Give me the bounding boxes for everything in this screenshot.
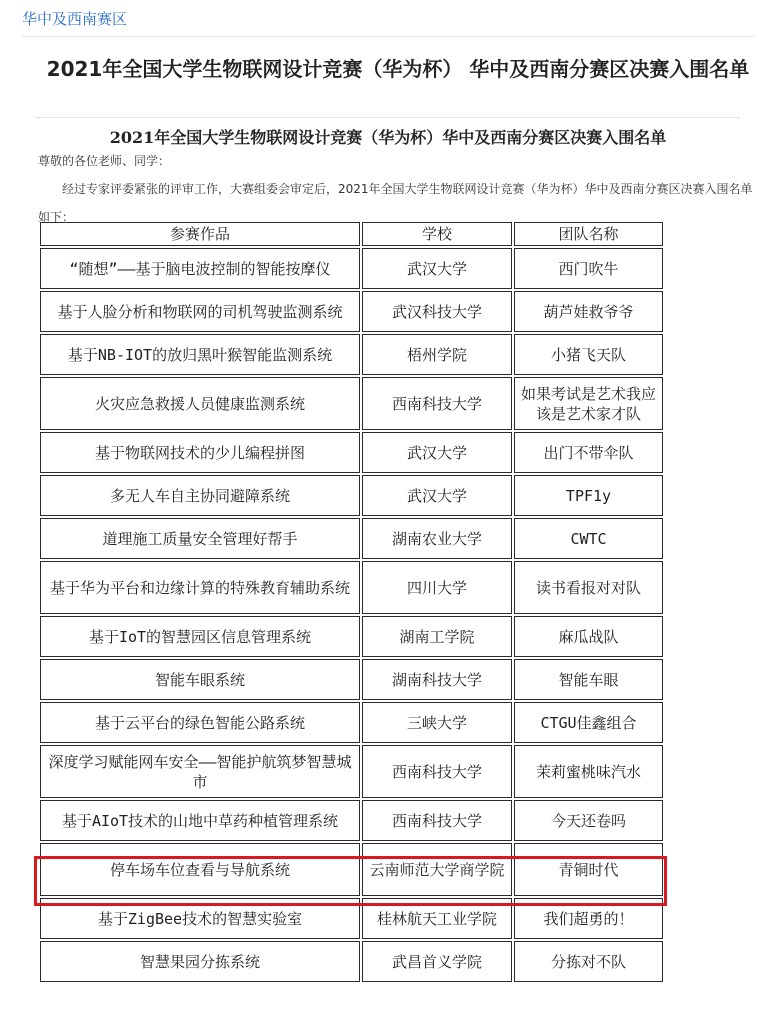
highlight-box [34, 856, 667, 906]
table-row [40, 475, 663, 516]
school-cell: 武汉科技大学 [362, 291, 512, 332]
table-row [40, 334, 663, 375]
school-cell: 四川大学 [362, 561, 512, 614]
table-row [40, 800, 663, 841]
school-cell: 西南科技大学 [362, 800, 512, 841]
document-title: 2021年全国大学生物联网设计竞赛（华为杯）华中及西南分赛区决赛入围名单 [109, 128, 667, 147]
school-cell: 西南科技大学 [362, 745, 512, 798]
team-cell: 麻瓜战队 [514, 616, 663, 657]
school-cell: 湖南工学院 [362, 616, 512, 657]
body-paragraph: 经过专家评委紧张的评审工作，大赛组委会审定后，2021年全国大学生物联网设计竞赛（华为杯）华中及西南分赛区决赛入围名单如下： [38, 182, 753, 224]
table-row [40, 616, 663, 657]
team-cell: 葫芦娃救爷爷 [514, 291, 663, 332]
school-cell: 云南师范大学商学院 [362, 843, 512, 896]
team-cell: 分拣对不队 [514, 941, 663, 982]
team-cell: 小猪飞天队 [514, 334, 663, 375]
school-cell: 湖南农业大学 [362, 518, 512, 559]
school-cell: 西南科技大学 [362, 377, 512, 430]
project-cell: 基于IoT的智慧园区信息管理系统 [40, 616, 360, 657]
table-row [40, 518, 663, 559]
team-cell: 智能车眼 [514, 659, 663, 700]
project-cell: 多无人车自主协同避障系统 [40, 475, 360, 516]
table-row [40, 941, 663, 982]
team-cell: 青铜时代 [514, 843, 663, 896]
project-cell: “随想”——基于脑电波控制的智能按摩仪 [40, 248, 360, 289]
table-row [40, 377, 663, 430]
team-cell: CTGU佳鑫组合 [514, 702, 663, 743]
table-row [40, 745, 663, 798]
project-cell: 道理施工质量安全管理好帮手 [40, 518, 360, 559]
project-cell: 智能车眼系统 [40, 659, 360, 700]
team-cell: 出门不带伞队 [514, 432, 663, 473]
table-row [40, 248, 663, 289]
team-cell: 今天还卷吗 [514, 800, 663, 841]
team-cell: CWTC [514, 518, 663, 559]
table-row [40, 432, 663, 473]
project-cell: 基于ZigBee技术的智慧实验室 [40, 898, 360, 939]
school-cell: 武昌首义学院 [362, 941, 512, 982]
table-header-row [40, 222, 663, 246]
school-cell: 武汉大学 [362, 248, 512, 289]
breadcrumb-divider [22, 36, 754, 37]
project-cell: 基于人脸分析和物联网的司机驾驶监测系统 [40, 291, 360, 332]
breadcrumb[interactable]: 华中及西南赛区 [22, 10, 128, 28]
school-cell: 武汉大学 [362, 475, 512, 516]
page-title: 2021年全国大学生物联网设计竞赛（华为杯） 华中及西南分赛区决赛入围名单 [46, 57, 750, 81]
table-row [40, 291, 663, 332]
project-cell: 智慧果园分拣系统 [40, 941, 360, 982]
table-row [40, 659, 663, 700]
school-cell: 桂林航天工业学院 [362, 898, 512, 939]
school-cell: 武汉大学 [362, 432, 512, 473]
project-cell: 基于NB-IOT的放归黑叶猴智能监测系统 [40, 334, 360, 375]
team-cell: 西门吹牛 [514, 248, 663, 289]
title-divider [36, 117, 740, 118]
school-cell: 三峡大学 [362, 702, 512, 743]
project-cell: 基于AIoT技术的山地中草药种植管理系统 [40, 800, 360, 841]
school-cell: 梧州学院 [362, 334, 512, 375]
team-cell: TPF1y [514, 475, 663, 516]
team-cell: 茉莉蜜桃味汽水 [514, 745, 663, 798]
project-cell: 停车场车位查看与导航系统 [40, 843, 360, 896]
greeting-text: 尊敬的各位老师、同学： [38, 154, 171, 168]
team-cell: 我们超勇的！ [514, 898, 663, 939]
project-cell: 基于物联网技术的少儿编程拼图 [40, 432, 360, 473]
project-cell: 基于华为平台和边缘计算的特殊教育辅助系统 [40, 561, 360, 614]
table-row [40, 702, 663, 743]
school-cell: 湖南科技大学 [362, 659, 512, 700]
project-cell: 火灾应急救援人员健康监测系统 [40, 377, 360, 430]
project-cell: 基于云平台的绿色智能公路系统 [40, 702, 360, 743]
header-school: 学校 [362, 222, 512, 246]
team-cell: 如果考试是艺术我应该是艺术家才队 [514, 377, 663, 430]
table-row [40, 561, 663, 614]
project-cell: 深度学习赋能网车安全——智能护航筑梦智慧城市 [40, 745, 360, 798]
header-project: 参赛作品 [40, 222, 360, 246]
header-team: 团队名称 [514, 222, 663, 246]
team-cell: 读书看报对对队 [514, 561, 663, 614]
